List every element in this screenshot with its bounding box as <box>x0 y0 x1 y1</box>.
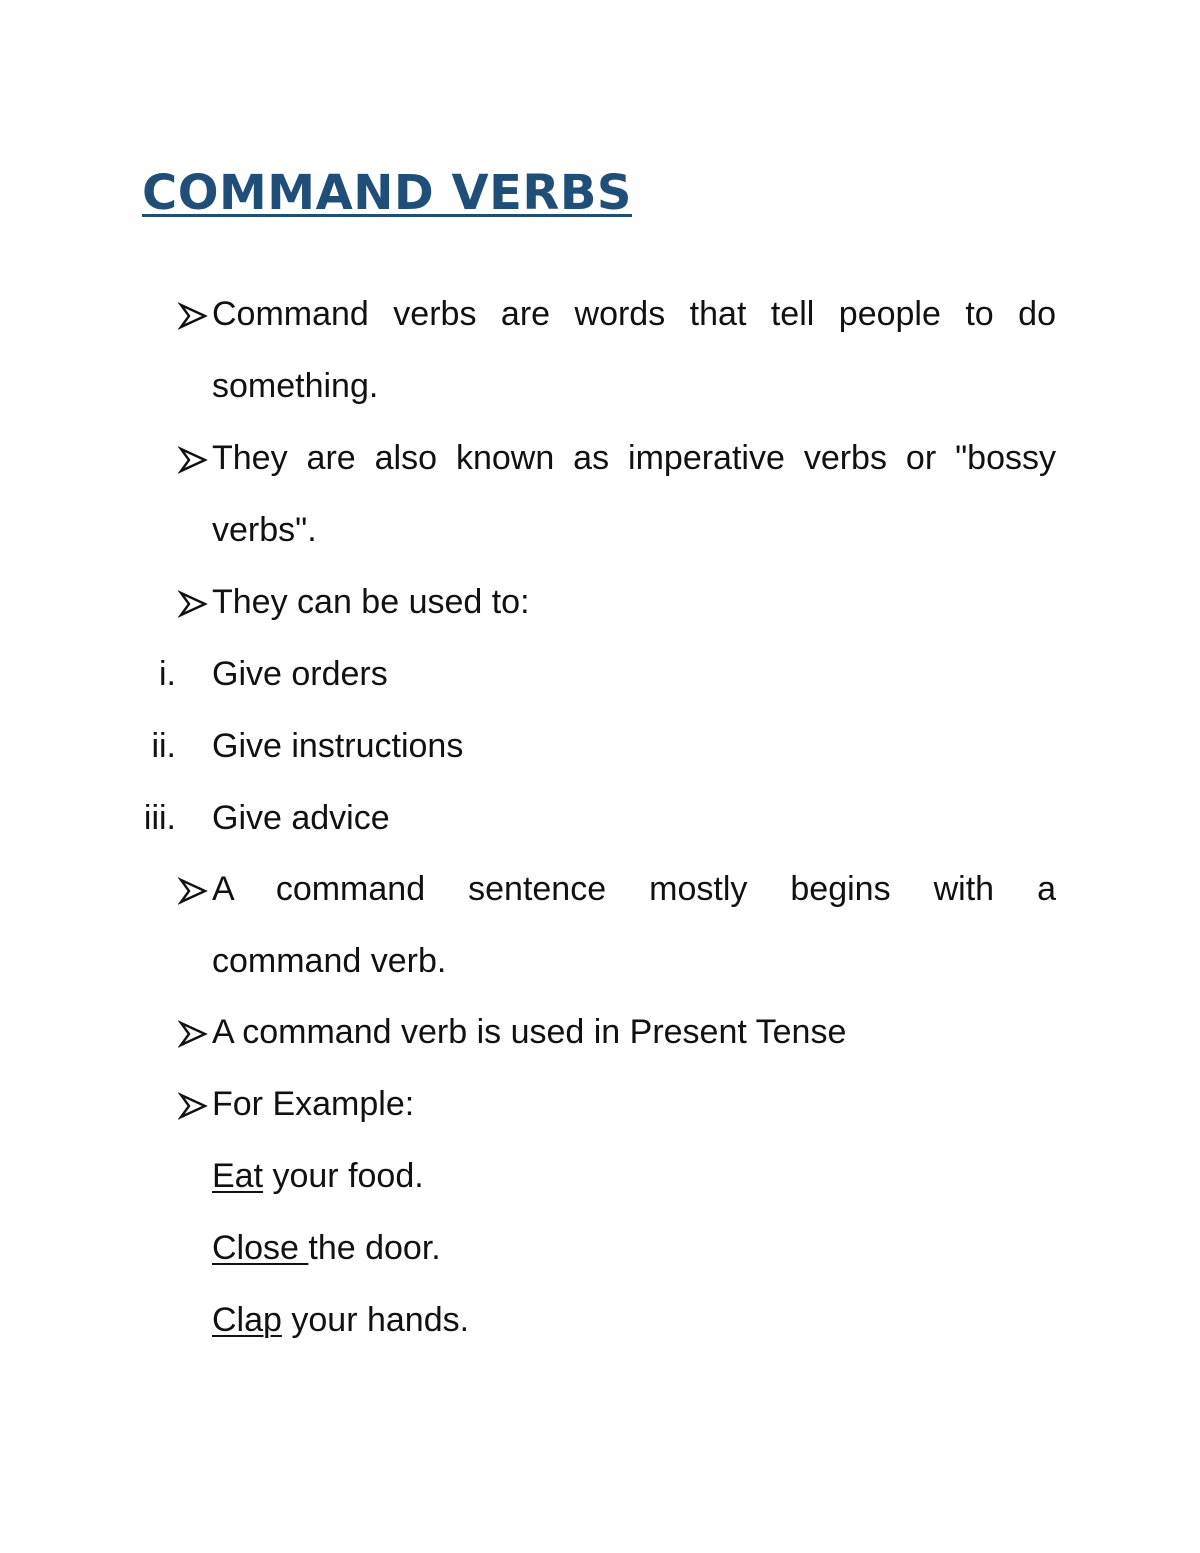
example-sentence <box>212 1228 441 1268</box>
bullet-text-continued: command verb. <box>212 942 447 980</box>
example-rest: your food. <box>263 1157 424 1195</box>
bullet-text-continued: something. <box>212 367 379 405</box>
list-item: Give orders <box>212 655 388 693</box>
command-verb: Clap <box>212 1301 282 1339</box>
arrowhead-bullet-icon <box>178 584 210 624</box>
command-verb: Close <box>212 1229 309 1267</box>
arrowhead-bullet-icon <box>178 440 210 480</box>
example-sentence <box>212 1300 469 1340</box>
example-rest: the door. <box>308 1229 441 1267</box>
list-item: Give instructions <box>212 727 464 765</box>
bullet-text: Command verbs are words that tell people to do <box>212 295 1056 333</box>
example-sentence <box>212 1156 424 1196</box>
roman-numeral-marker: iii. <box>143 799 176 837</box>
command-verb: Eat <box>212 1157 264 1195</box>
arrowhead-bullet-icon <box>178 296 210 336</box>
bullet-text: They can be used to: <box>212 583 530 621</box>
example-rest: your hands. <box>281 1301 470 1339</box>
bullet-text: A command verb is used in Present Tense <box>212 1013 847 1051</box>
bullet-text: A command sentence mostly begins with a <box>212 870 1056 908</box>
bullet-text-continued: verbs". <box>212 511 317 549</box>
arrowhead-bullet-icon <box>178 1086 210 1126</box>
roman-numeral-marker: ii. <box>151 727 176 765</box>
list-item: Give advice <box>212 799 390 837</box>
bullet-text: For Example: <box>212 1085 415 1123</box>
arrowhead-bullet-icon <box>178 871 210 911</box>
roman-numeral-marker: i. <box>159 655 176 693</box>
page-title: COMMAND VERBS <box>142 165 632 221</box>
arrowhead-bullet-icon <box>178 1014 210 1054</box>
bullet-text: They are also known as imperative verbs or "bossy <box>212 439 1056 477</box>
